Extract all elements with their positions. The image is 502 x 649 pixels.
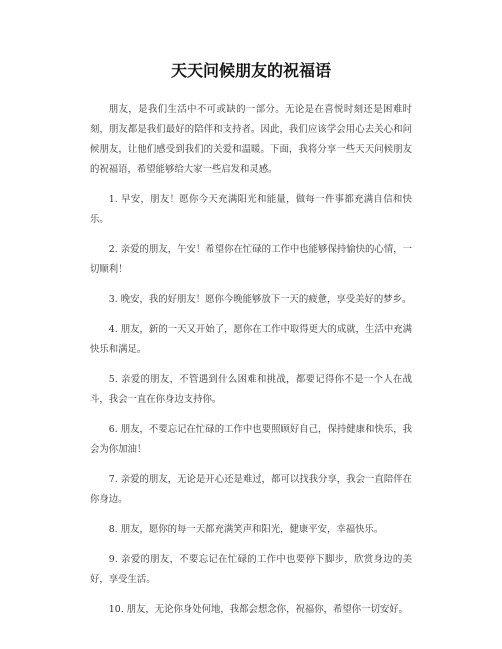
wish-item-3: 3. 晚安，我的好朋友！愿你今晚能够放下一天的疲惫，享受美好的梦乡。 <box>108 294 412 305</box>
wish-item-7: 7. 亲爱的朋友，无论是开心还是难过，都可以找我分享，我会一直陪伴在你身边。 <box>90 474 412 505</box>
wish-item-10: 10. 朋友，无论你身处何地，我都会想念你，祝福你，希望你一切安好。 <box>108 604 408 615</box>
intro-paragraph: 朋友，是我们生活中不可或缺的一部分。无论是在喜悦时刻还是困难时刻，朋友都是我们最好的陪伴和支持者。因此，我们应该学会用心去关心和问候朋友，让他们感受到我们的关爱和温暖。下面，我将分享一些天天问候朋友的祝福语，希望能够给大家一些启发和灵感。 <box>90 104 412 175</box>
wish-item-5: 5. 亲爱的朋友，不管遇到什么困难和挑战，都要记得你不是一个人在战斗，我会一直在你身边支持你。 <box>90 374 412 405</box>
wish-item-1: 1. 早安，朋友！愿你今天充满阳光和能量，做每一件事都充满自信和快乐。 <box>90 194 412 225</box>
page-title: 天天问候朋友的祝福语 <box>170 61 331 80</box>
wish-item-2: 2. 亲爱的朋友，午安！希望你在忙碌的工作中也能够保持愉快的心情，一切顺利！ <box>90 244 412 275</box>
wish-item-9: 9. 亲爱的朋友，不要忘记在忙碌的工作中也要停下脚步，欣赏身边的美好，享受生活。 <box>90 554 412 585</box>
wish-item-8: 8. 朋友，愿你的每一天都充满笑声和阳光，健康平安，幸福快乐。 <box>108 524 384 535</box>
wish-item-6: 6. 朋友，不要忘记在忙碌的工作中也要照顾好自己，保持健康和快乐，我会为你加油！ <box>90 424 412 455</box>
wish-item-4: 4. 朋友，新的一天又开始了，愿你在工作中取得更大的成就，生活中充满快乐和满足。 <box>90 324 412 355</box>
